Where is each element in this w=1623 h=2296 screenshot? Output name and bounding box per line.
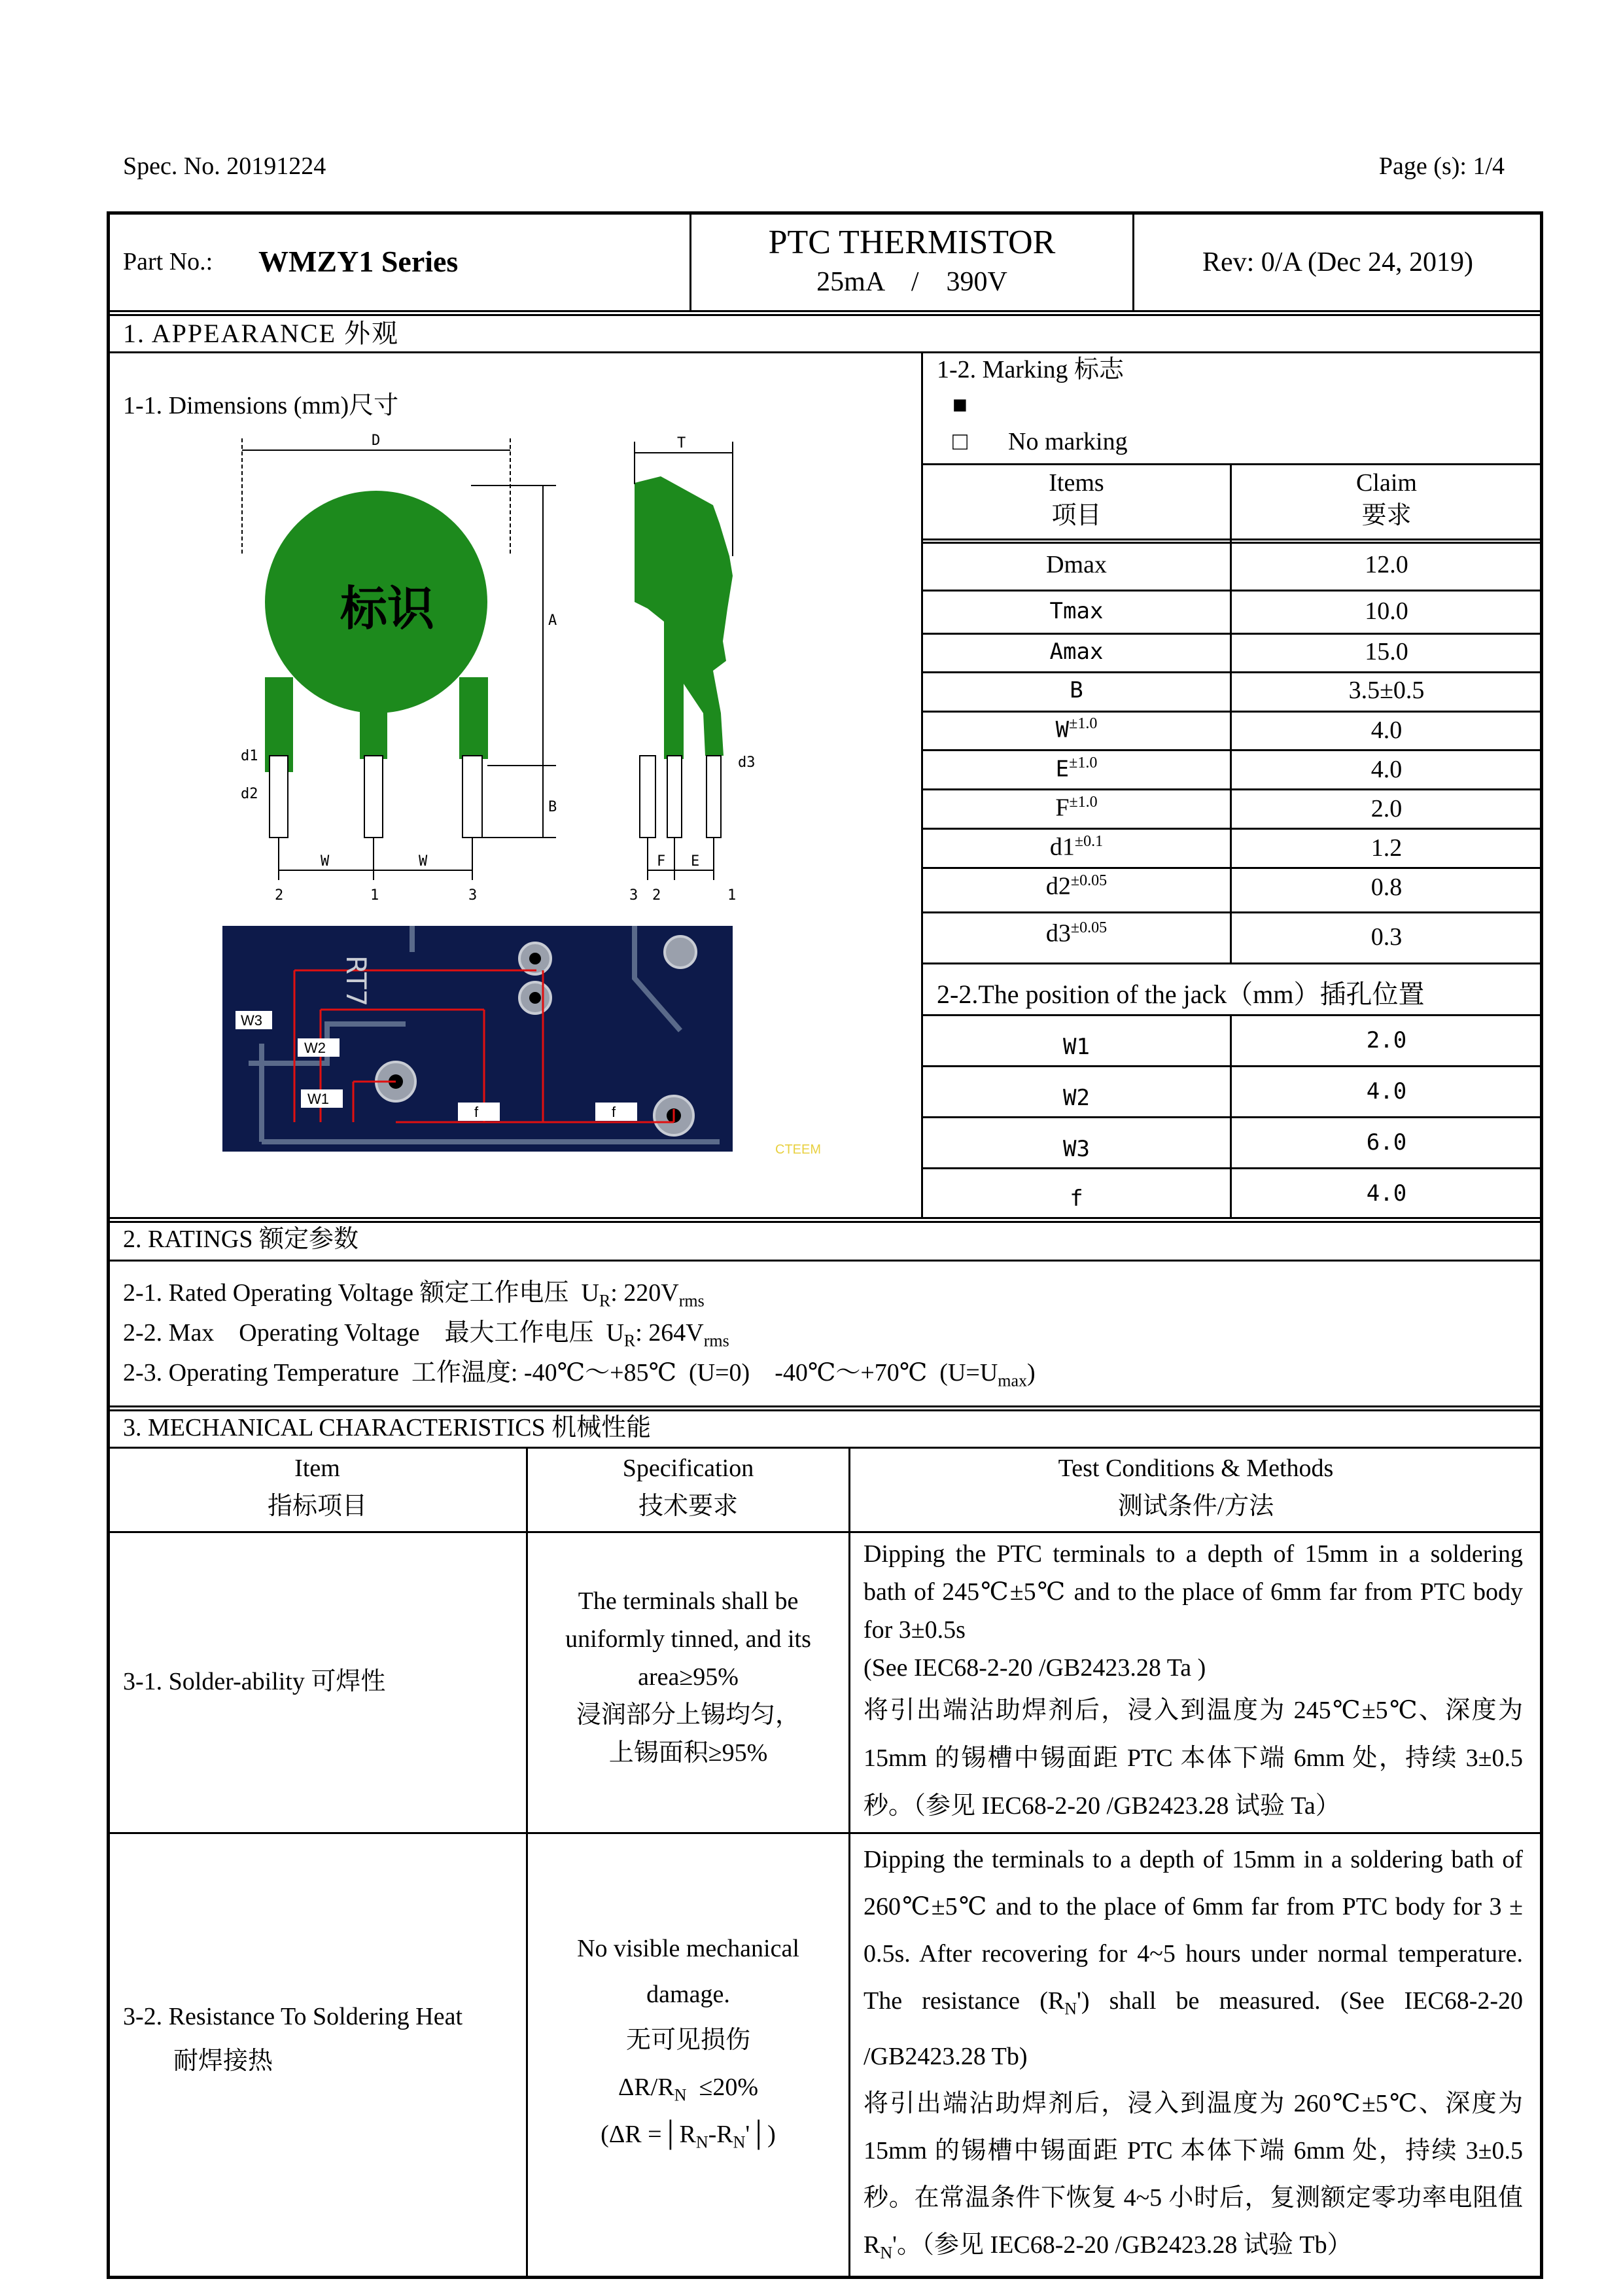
pin-label-3: 3: [468, 887, 478, 904]
solderability-spec-line: uniformly tinned, and its: [565, 1625, 811, 1653]
table-row-item: B: [1070, 677, 1083, 703]
col-claim-cn: 要求: [1361, 502, 1412, 529]
col-test-en: Test Conditions & Methods: [1058, 1455, 1334, 1482]
photo-label-f-right: f: [612, 1104, 616, 1120]
side-pin-label-2: 2: [652, 887, 661, 904]
revision: Rev: 0/A (Dec 24, 2019): [1202, 247, 1474, 277]
section-ratings-title: 2. RATINGS 额定参数: [123, 1226, 358, 1253]
jack-row-item: W2: [1063, 1085, 1090, 1111]
jack-row-claim: 4.0: [1366, 1078, 1407, 1104]
dim-label-E: E: [691, 853, 700, 870]
col-claim-en: Claim: [1356, 469, 1417, 497]
dim-label-D: D: [372, 433, 381, 449]
dim-label-B: B: [548, 799, 557, 815]
soldering-heat-spec-line: damage.: [646, 1981, 730, 2008]
table-row-item: $d1^{\pm 0.1}$: [1049, 833, 1104, 861]
soldering-heat-spec-line: 无可见损伤: [625, 2026, 750, 2054]
photo-watermark: CTEEM: [775, 1142, 821, 1157]
soldering-heat-test-method: Dipping the terminals to a depth of 15mm in a soldering bath of 260℃±5℃ and to the place of 6mm far from PTC body for 3 ± 0.5s. After recovering for 4~5 hours under normal temperature. The resistance $(R_N')$ shall be measured. (See IEC68-2-20 /GB2423.28 Tb) 将引出端沾助焊剂后，浸入到温度为 260℃±5℃、深度为 15mm 的锡槽中锡面距 PTC 本体下端 6mm 处，持续 3±0.5 秒。在常温条件下恢复 4~5 小时后，复测额定零功率电阻值 $R_N'$。（参见 IEC68-2-20 /GB2423.28 试验 Tb）: [864, 1846, 1524, 2263]
table-row-claim: 4.0: [1370, 716, 1403, 744]
soldering-heat-spec-line: No visible mechanical: [577, 1935, 799, 1962]
rating-operating-voltage: 2-1. Rated Operating Voltage 额定工作电压 $U_R$: $220V_{rms}$: [123, 1279, 705, 1311]
table-row-claim: 3.5±0.5: [1348, 677, 1425, 704]
rating-max-voltage: 2-2. Max Operating Voltage 最大工作电压 $U_R$: $264V_{rms}$: [123, 1319, 729, 1351]
jack-row-claim: 4.0: [1366, 1180, 1407, 1207]
solderability-spec-line: The terminals shall be: [578, 1587, 799, 1615]
solderability-item: 3-1. Solder-ability 可焊性: [123, 1668, 386, 1695]
table-row-claim: 4.0: [1370, 756, 1403, 783]
jack-row-item: f: [1070, 1186, 1083, 1212]
rating-operating-temperature: 2-3. Operating Temperature 工作温度: -40℃～+85℃ (U=0) -40℃～+70℃ $(U=U_{max})$: [123, 1359, 1036, 1390]
photo-label-w1: W1: [307, 1091, 329, 1107]
table-row-claim: 15.0: [1365, 638, 1408, 665]
soldering-heat-spec-line: $\Delta R/R_N \le 20\%$: [618, 2074, 758, 2105]
table-row-item: $F^{\pm 1.0}$: [1055, 794, 1098, 822]
soldering-heat-item: 3-2. Resistance To Soldering Heat: [123, 2003, 463, 2030]
table-row-item: $W^{\pm 1.0}$: [1055, 715, 1098, 743]
col-test-cn: 测试条件/方法: [1117, 1492, 1274, 1520]
dim-label-d2: d2: [241, 786, 258, 802]
table-row-claim: 12.0: [1365, 551, 1408, 578]
pin-label-2: 2: [275, 887, 284, 904]
dimensions-label: 1-1. Dimensions (mm)尺寸: [123, 392, 399, 419]
table-row-item: $d3^{\pm 0.05}$: [1045, 919, 1108, 947]
pin-label-1: 1: [370, 887, 379, 904]
table-row-item: Tmax: [1049, 598, 1104, 624]
section-appearance-title: 1. APPEARANCE 外观: [123, 319, 400, 348]
jack-row-item: W1: [1063, 1034, 1090, 1060]
no-marking-label: No marking: [1008, 428, 1128, 455]
marking-label: 1-2. Marking 标志: [937, 356, 1125, 383]
table-row-item: Dmax: [1046, 551, 1107, 578]
pcb-silk-rt7: RT7: [340, 955, 372, 1007]
marking-text: 标识: [340, 580, 435, 636]
page-count: Page (s): 1/4: [1378, 152, 1505, 180]
marking-checkbox-empty: □: [952, 428, 968, 455]
col-item-en: Item: [294, 1455, 340, 1482]
marking-checkbox-checked: ■: [952, 391, 968, 419]
col-spec-cn: 技术要求: [638, 1492, 738, 1520]
table-row-claim: 2.0: [1370, 795, 1403, 822]
dim-label-A: A: [548, 612, 557, 629]
photo-label-w2: W2: [304, 1040, 326, 1056]
table-row-claim: 10.0: [1365, 597, 1408, 625]
side-pin-label-1: 1: [727, 887, 737, 904]
dim-label-d1: d1: [241, 748, 258, 764]
col-items-cn: 项目: [1051, 502, 1102, 529]
solderability-test-method: Dipping the PTC terminals to a depth of 15mm in a soldering bath of 245℃±5℃ and to the place of 6mm far from PTC body for 3±0.5s (See IEC68-2-20 /GB2423.28 Ta ) 将引出端沾助焊剂后，浸入到温度为 245℃±5℃、深度为 15mm 的锡槽中锡面距 PTC 本体下端 6mm 处，持续 3±0.5 秒。（参见 IEC68-2-20 /GB2423.28 试验 Ta）: [864, 1540, 1523, 1820]
part-no-label: Part No.:: [123, 248, 213, 275]
dim-label-T: T: [677, 435, 686, 451]
photo-label-w3: W3: [241, 1012, 262, 1029]
solderability-spec-line: 上锡面积≥95%: [608, 1739, 768, 1767]
table-row-item: Amax: [1049, 639, 1104, 665]
table-row-item: $E^{\pm 1.0}$: [1055, 754, 1098, 783]
table-row-item: $d2^{\pm 0.05}$: [1045, 872, 1108, 900]
soldering-heat-item-cn: 耐焊接热: [173, 2047, 273, 2075]
jack-row-claim: 6.0: [1366, 1129, 1407, 1156]
dim-label-d3: d3: [738, 754, 756, 771]
table-row-claim: 0.3: [1370, 923, 1403, 951]
solderability-spec-line: area≥95%: [638, 1663, 739, 1691]
photo-label-f-left: f: [474, 1104, 479, 1120]
jack-row-item: W3: [1063, 1136, 1090, 1162]
soldering-heat-spec-line: $(\Delta R =│R_N-R_N'│)$: [601, 2121, 776, 2152]
table-row-claim: 1.2: [1370, 834, 1403, 862]
product-rating: 25mA / 390V: [816, 267, 1007, 297]
table-row-claim: 0.8: [1370, 874, 1403, 901]
product-title: PTC THERMISTOR: [768, 224, 1056, 261]
dim-label-F: F: [657, 853, 666, 870]
jack-position-title: 2-2.The position of the jack（mm）插孔位置: [937, 980, 1425, 1009]
col-spec-en: Specification: [622, 1455, 754, 1482]
section-mechanical-title: 3. MECHANICAL CHARACTERISTICS 机械性能: [123, 1414, 652, 1441]
solderability-spec-line: 浸润部分上锡均匀，: [576, 1701, 800, 1729]
dimension-drawing: [216, 425, 772, 910]
col-items-en: Items: [1049, 469, 1104, 497]
side-pin-label-3: 3: [629, 887, 638, 904]
col-item-cn: 指标项目: [267, 1492, 367, 1520]
jack-row-claim: 2.0: [1366, 1027, 1407, 1053]
dim-label-W-right: W: [419, 853, 428, 870]
part-no-value: WMZY1 Series: [258, 245, 459, 278]
spec-number: Spec. No. 20191224: [123, 152, 326, 180]
pcb-jack-photo: [222, 926, 733, 1152]
dim-label-W-left: W: [321, 853, 330, 870]
